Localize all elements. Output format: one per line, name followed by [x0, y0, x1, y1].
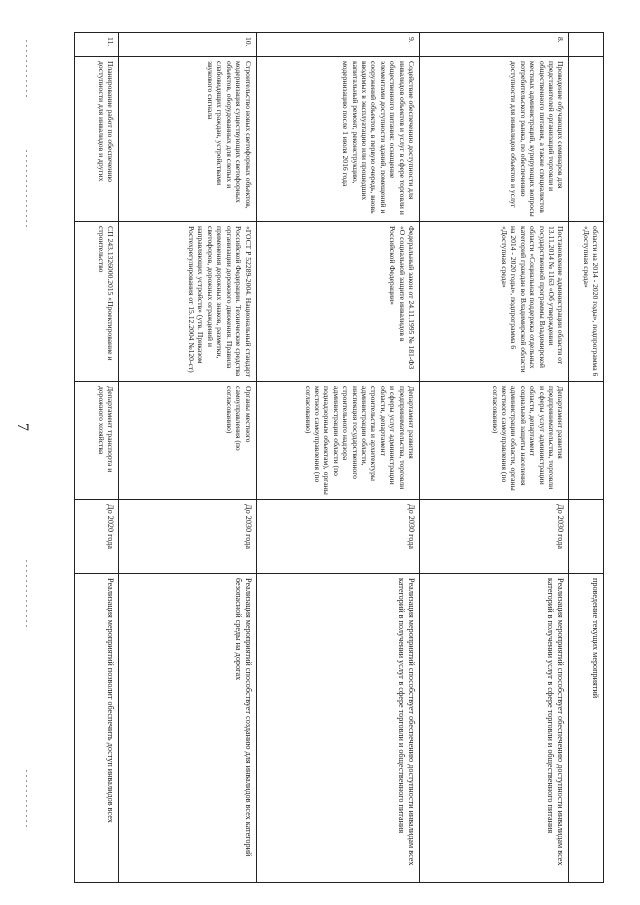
cell-exec: Департамент развития предпринимательства, торговли и сферы услуг администрации области, департамент строительства и архитектуры администрации области, инспекция государственного строительного надзора администрации области (по поднадзорным объектам), органы местного самоуправления (по согласованию) [256, 382, 420, 500]
left-margin-guide [26, 770, 27, 830]
cell-doc: «ГОСТ Р 52289-2004. Национальный стандарт Российской Федерации. Технические средства организации дорожного движения. Правила применения дорожных знаков, разметки, светофоров, дорожных ограждений и направляющих устройств» (утв. Приказом Ростехрегулирования от 15.12.2004 №120-ст) [119, 222, 256, 382]
cell-result: проведение текущих мероприятий [569, 574, 604, 883]
cell-name: Содействие обеспечению доступности для инвалидов объектов и услуг в сфере торговли и общественного питания: оснащение элементами доступности зданий, помещений и сооружений объектов, в первую очередь, вновь вводимых в эксплуатацию или прошедших капитальный ремонт, реконструкцию, модернизацию после 1 июля 2016 года [256, 57, 420, 222]
table-row [420, 33, 569, 883]
left-margin-guide [26, 150, 27, 230]
cell-result: Реализация мероприятий позволит обеспечить доступ инвалидов всех [75, 574, 119, 883]
cell-name: Строительство новых светофорных объектов, модернизация существующих светофорных объектов, оборудованных для слепых и слабовидящих граждан, устройствами звукового сигнала [119, 57, 256, 222]
cell-num: 10. [119, 33, 256, 57]
cell-term: До 2030 года [119, 500, 256, 574]
cell-name: Проведение обучающих семинаров для представителей организаций торговли и общественного питания, а также специалистов местных администраций, курирующих вопросы потребительского рынка, по обеспечению доступности для инвалидов объектов и услуг [420, 57, 569, 222]
page-number: 7 [14, 423, 31, 431]
table-row [256, 33, 420, 883]
table-row [569, 33, 604, 883]
left-margin-guide [26, 40, 27, 100]
cell-doc: области на 2014 - 2020 годы», подпрограмма 6 «Доступная среда» [569, 222, 604, 382]
cell-num: 11. [75, 33, 119, 57]
cell-exec: Департамент транспорта и дорожного хозяйства [75, 382, 119, 500]
rotated-table-container [74, 32, 604, 882]
cell-result: Реализация мероприятий способствует созданию для инвалидов всех категорий безопасной среды на дорогах [119, 574, 256, 883]
cell-num [569, 33, 604, 57]
cell-exec: Департамент развития предпринимательства, торговли и сферы услуг администрации области, департамент социальной защиты населения администрации области, органы местного самоуправления (по согласованию) [420, 382, 569, 500]
cell-num: 9. [256, 33, 420, 57]
cell-doc: СП 243.1326000.2015 «Проектирование и строительство [75, 222, 119, 382]
cell-name [569, 57, 604, 222]
cell-term [569, 500, 604, 574]
table-row [119, 33, 256, 883]
cell-term: До 2020 года [75, 500, 119, 574]
cell-doc: Федеральный закон от 24.11.1995 № 181-ФЗ «О социальной защите инвалидов в Российской Федерации» [256, 222, 420, 382]
cell-result: Реализация мероприятий способствует обеспечению доступности инвалидам всех категорий в получении услуг в сфере торговли и общественного питания [420, 574, 569, 883]
cell-term: До 2030 года [420, 500, 569, 574]
cell-doc: Постановление администрации области от 13.11.2014 № 1163 «Об утверждении государственной программы Владимирской области «Социальная поддержка отдельных категорий граждан во Владимирской области на 2014 - 2020 годы», подпрограмма 6 «Доступная среда» [420, 222, 569, 382]
left-margin-guide [26, 560, 27, 630]
cell-num: 8. [420, 33, 569, 57]
cell-result: Реализация мероприятий способствует обеспечению доступности инвалидам всех категорий в получении услуг в сфере торговли и общественного питания [256, 574, 420, 883]
cell-exec [569, 382, 604, 500]
cell-term: До 2030 года [256, 500, 420, 574]
table-row [75, 33, 119, 883]
cell-name: Планирование работ по обеспечению доступности для инвалидов и других [75, 57, 119, 222]
cell-exec: Органы местного самоуправления (по согласованию) [119, 382, 256, 500]
measures-table [74, 32, 604, 883]
